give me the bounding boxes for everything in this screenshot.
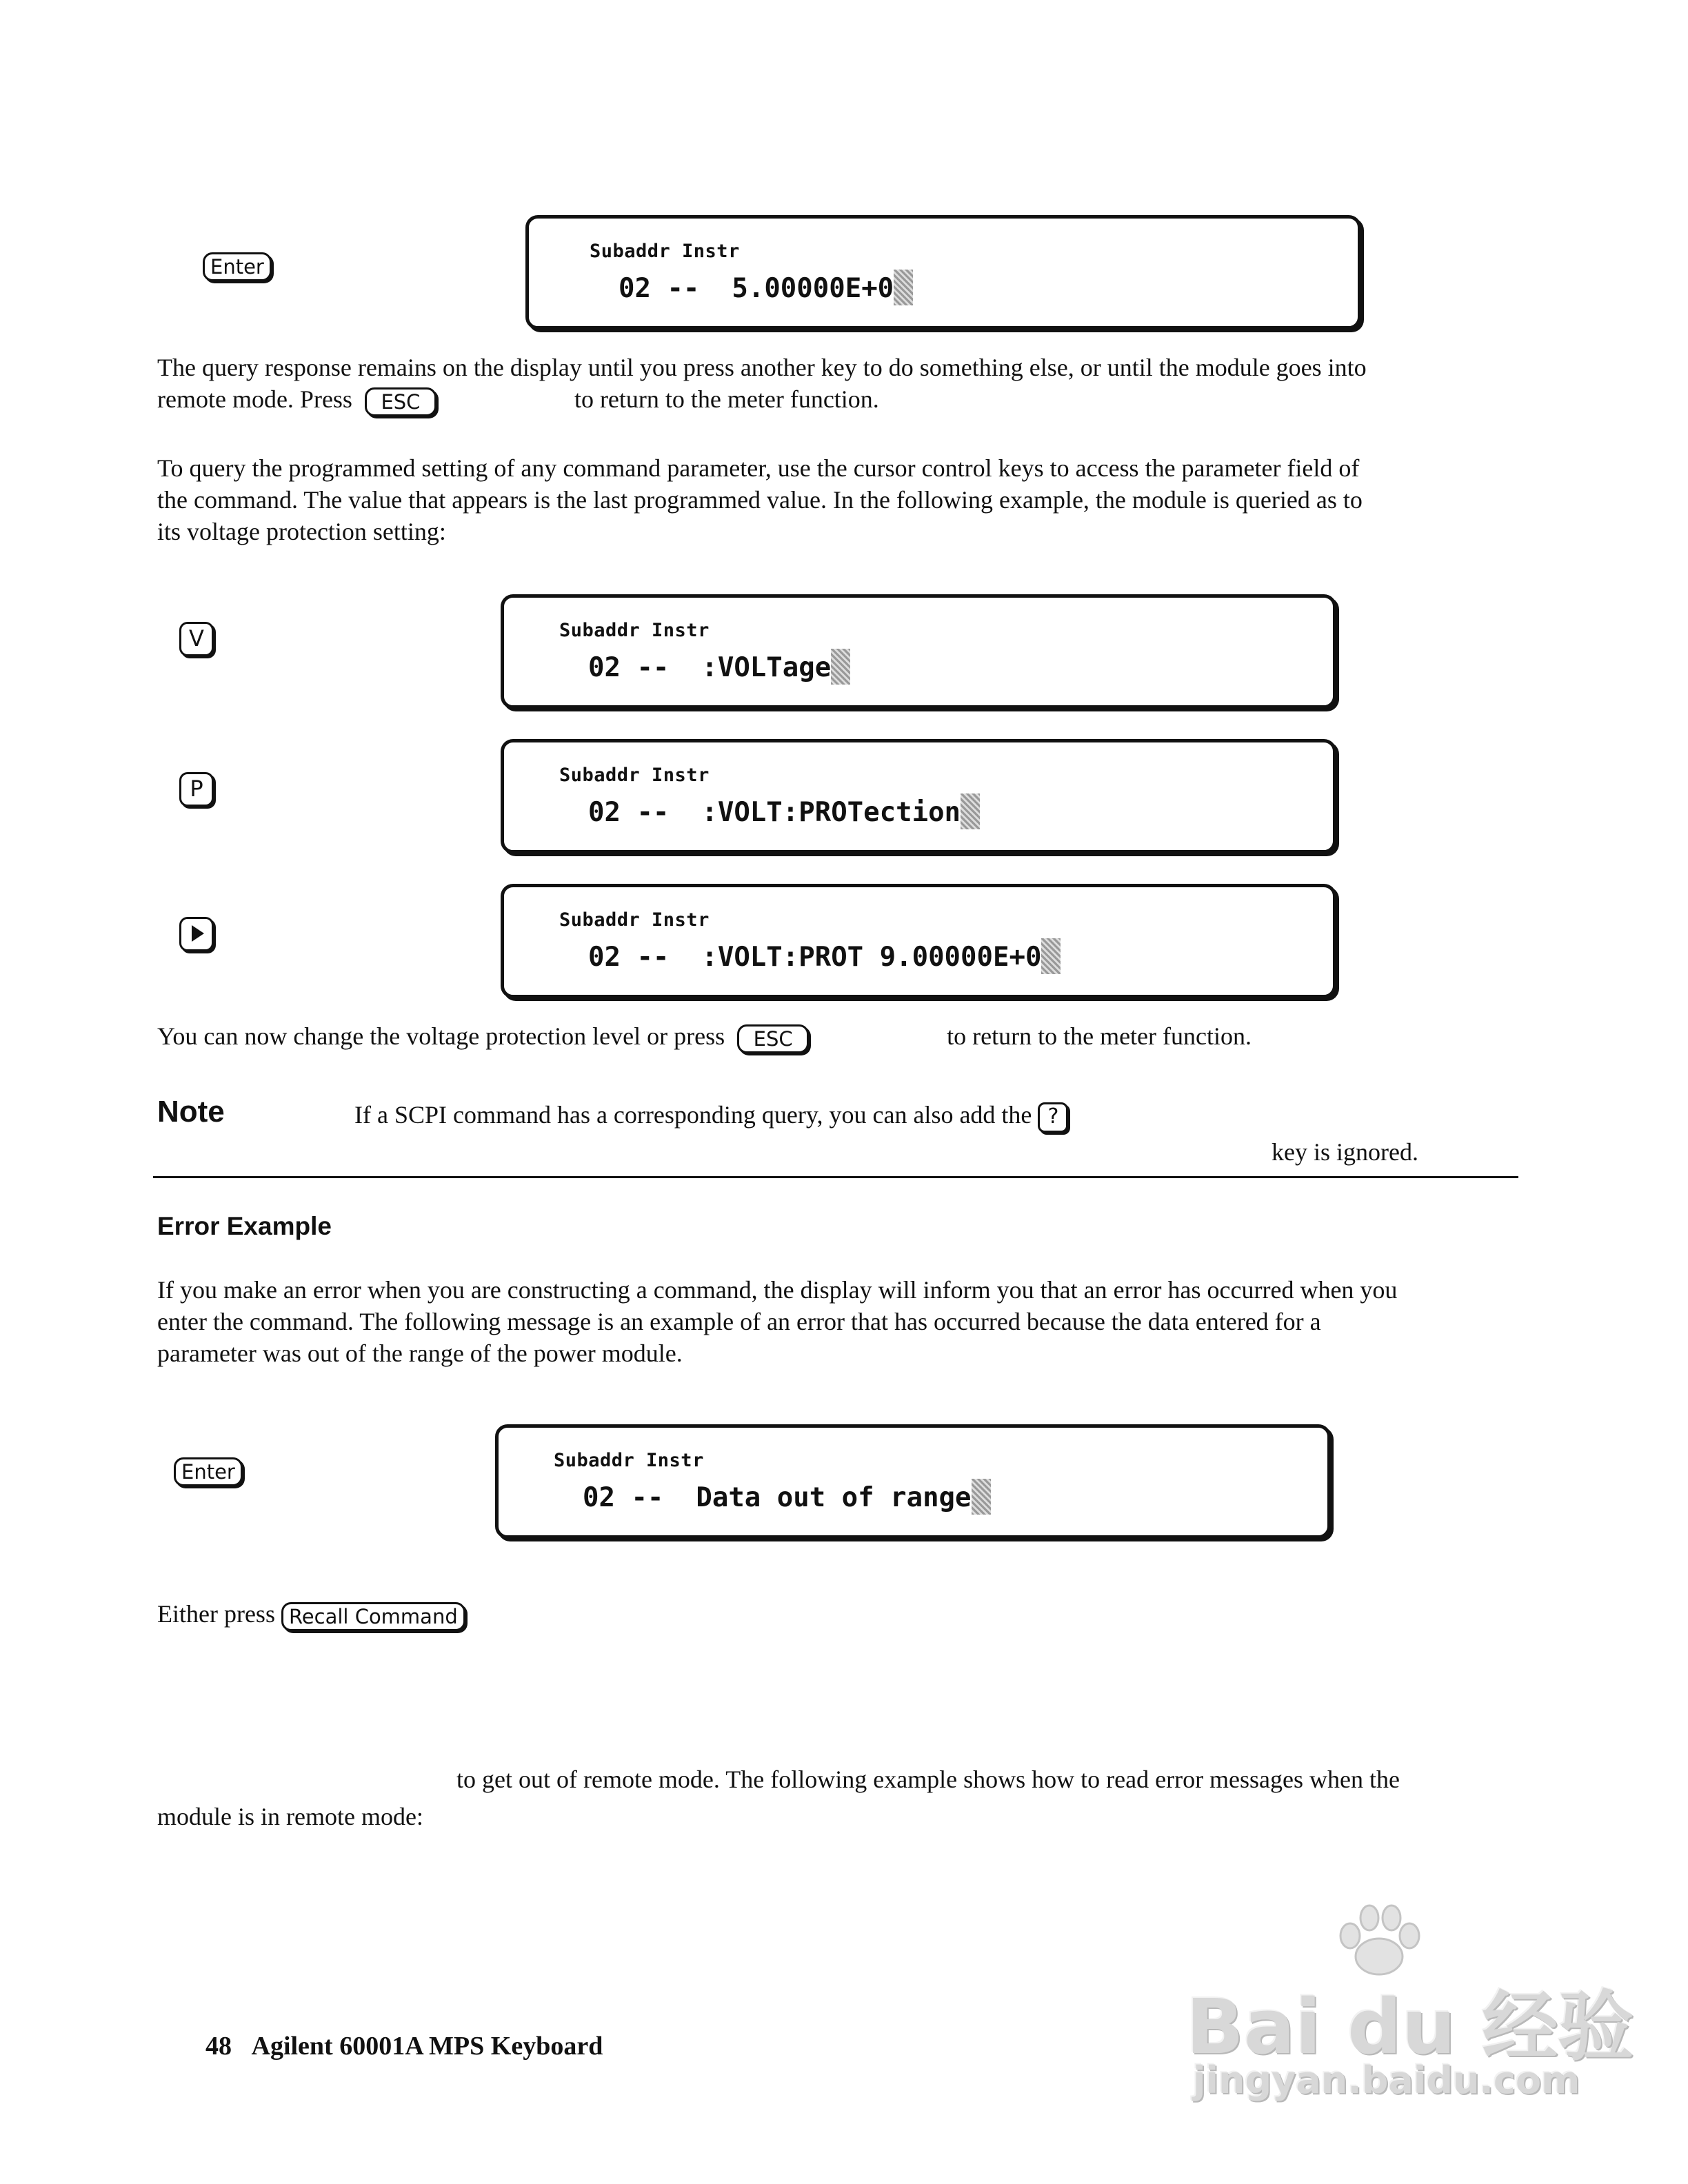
- paragraph-change-level: You can now change the voltage protection level or press ESC to return to the meter function.: [157, 1020, 1529, 1053]
- display-line: 02 -- :VOLTage: [588, 649, 850, 685]
- display-line: 02 -- :VOLT:PROT 9.00000E+0: [588, 938, 1061, 974]
- watermark: [1172, 1903, 1634, 2110]
- question-key: ?: [1038, 1102, 1068, 1133]
- section-heading: Error Example: [157, 1212, 332, 1240]
- lcd-display-4: [501, 884, 1336, 998]
- p-key: P: [179, 772, 214, 807]
- right-arrow-icon: [182, 919, 211, 948]
- display-line: 02 -- 5.00000E+0: [619, 270, 913, 305]
- display-header: Subaddr Instr: [554, 1450, 704, 1471]
- paragraph-either-press: Either press Recall Command: [157, 1598, 1529, 1631]
- v-key: V: [179, 622, 214, 656]
- watermark-brand: Bai du 经验: [1186, 1983, 1634, 2071]
- recall-command-key: Recall Command: [281, 1602, 465, 1631]
- lcd-display-1: [525, 215, 1361, 330]
- watermark-url: jingyan.baidu.com: [1193, 2059, 1580, 2102]
- display-header: Subaddr Instr: [559, 765, 710, 786]
- note-text: If a SCPI command has a corresponding query, you can also add the ?: [354, 1100, 1068, 1133]
- cursor-block: [831, 649, 850, 685]
- enter-key: Enter: [174, 1457, 243, 1486]
- paragraph-remote-1: to get out of remote mode. The following example shows how to read error messages when the: [456, 1766, 1400, 1793]
- paragraph-error: If you make an error when you are constructing a command, the display will inform you that an error has occurred when you enter the command. The following message is an example of an error that has occurred because the data entered for a parameter was out of the range of the power module.: [157, 1276, 1398, 1367]
- footer-title: Agilent 60001A MPS Keyboard: [251, 2032, 603, 2061]
- esc-key: ESC: [365, 387, 436, 416]
- page-footer: [205, 2031, 603, 2061]
- display-line: 02 -- :VOLT:PROTection: [588, 793, 980, 829]
- display-line: 02 -- Data out of range: [583, 1479, 991, 1515]
- cursor-block: [1041, 938, 1061, 974]
- enter-key: Enter: [203, 252, 272, 281]
- note-text-continued: key is ignored.: [1272, 1138, 1418, 1166]
- paragraph-query-response: The query response remains on the display until you press another key to do something else, or until the module goes into remote mode. Press ESC to return to the meter function.: [157, 352, 1529, 416]
- esc-key: ESC: [737, 1024, 809, 1053]
- lcd-display-2: [501, 594, 1336, 709]
- cursor-block: [961, 793, 980, 829]
- display-header: Subaddr Instr: [590, 241, 740, 262]
- page-number: 48: [205, 2032, 232, 2061]
- cursor-block: [972, 1479, 991, 1515]
- paragraph-remote-2: module is in remote mode:: [157, 1803, 423, 1830]
- section-divider: [153, 1176, 1518, 1178]
- cursor-block: [894, 270, 913, 305]
- paragraph-query-setting: To query the programmed setting of any command parameter, use the cursor control keys to access the parameter field of the command. The value that appears is the last programmed value. In the following example, the module is queried as to its voltage protection setting:: [157, 454, 1363, 545]
- display-header: Subaddr Instr: [559, 909, 710, 931]
- lcd-display-3: [501, 739, 1336, 853]
- right-arrow-key: [179, 917, 214, 951]
- lcd-display-error: [495, 1424, 1331, 1539]
- note-label: Note: [157, 1095, 225, 1129]
- display-header: Subaddr Instr: [559, 620, 710, 641]
